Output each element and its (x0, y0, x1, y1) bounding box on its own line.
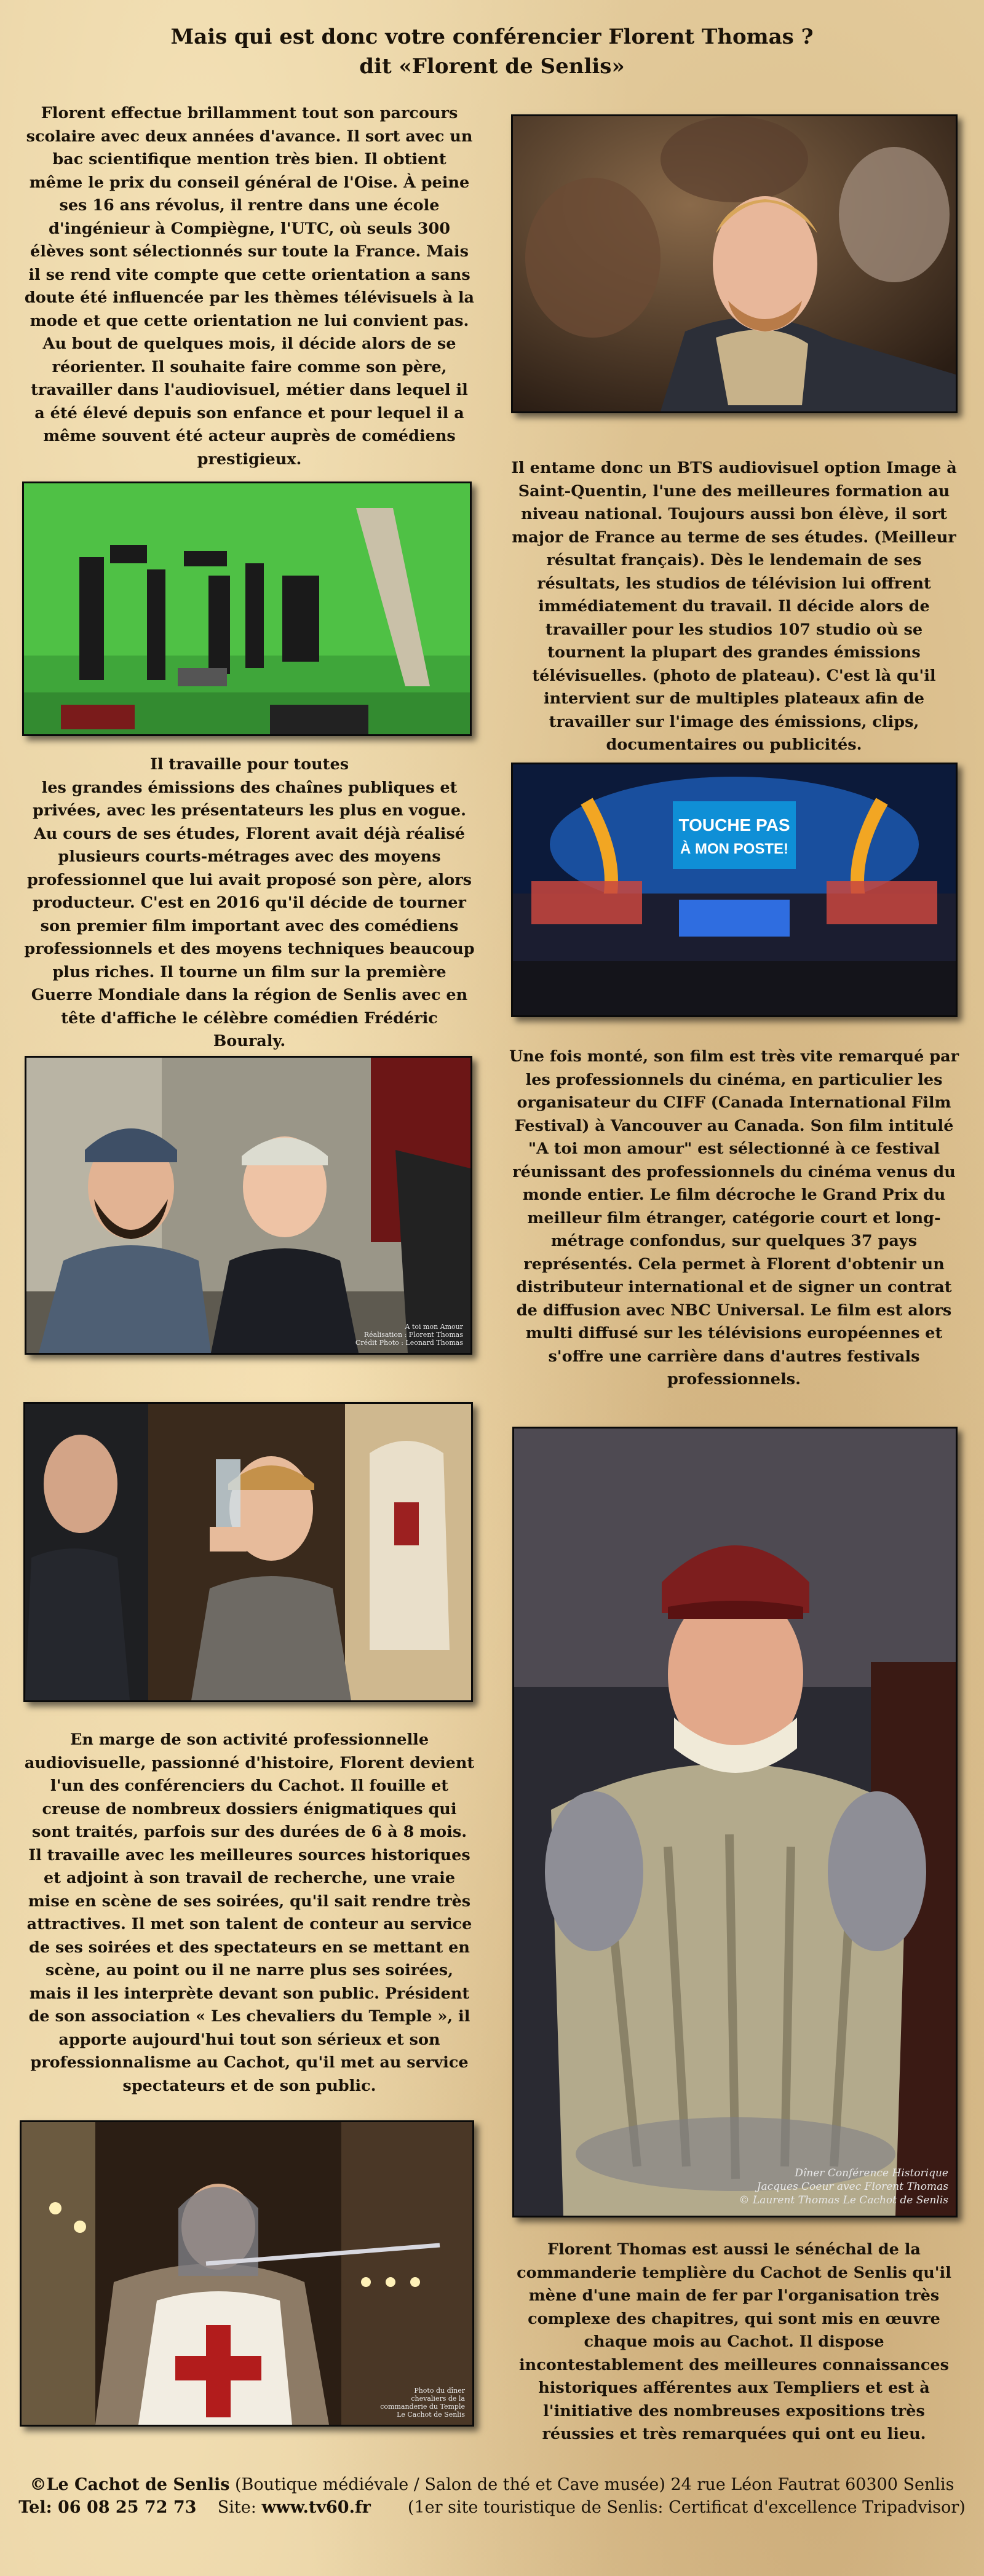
footer-line1 (0, 2473, 984, 2496)
work-paragraph (23, 753, 475, 1053)
footer-brand: ©Le Cachot de Senlis (30, 2475, 230, 2494)
tv-studio-photo (511, 763, 958, 1017)
templar-photo-caption: Photo du dîner chevaliers de la commanderie du Temple Le Cachot de Senlis (380, 2387, 465, 2419)
page-title (0, 22, 984, 81)
bts-paragraph: Il entame donc un BTS audiovisuel option Image à Saint-Quentin, l'une des meilleures formation au niveau national. Toujours aussi bon élève, il sort major de France au terme de ses études. (Meilleur résultat français). Dès le lendemain de ses résultats, les studios de télévision lui offrent immédiatement du travail. Il décide alors de travailler pour les studios 107 studio où se tournent la plupart des grandes émissions télévisuelles. (photo de plateau). C'est là qu'il intervient sur de multiples plateaux afin de travailler sur l'image des émissions, clips, documentaires ou publicités. (511, 459, 957, 754)
armor-photo-caption: Dîner Conférence Historique Jacques Coeur avec Florent Thomas © Laurent Thomas Le Cachot de Senlis (739, 2167, 948, 2206)
work-paragraph-first-line: Il travaille pour toutes (149, 755, 349, 774)
footer-phone: Tel: 06 08 25 72 73 (18, 2498, 197, 2517)
portrait-photo (511, 114, 958, 413)
work-paragraph-body: les grandes émissions des chaînes publiques et privées, avec les présentateurs les plus en vogue. Au cours de ses études, Florent avait déjà réalisé plusieurs courts-métrages avec des moyens professionnel que lui avait proposé son père, alors producteur. C'est en 2016 qu'il décide de tourner son premier film important avec des comédiens professionnels et des moyens techniques beaucoup plus riches. Il tourne un film sur la première Guerre Mondiale dans la région de Senlis avec en tête d'affiche le célèbre comédien Frédéric Bouraly. (24, 778, 475, 1050)
footer-line2 (0, 2496, 984, 2519)
footer (0, 2473, 984, 2519)
footer-address: (Boutique médiévale / Salon de thé et Cave musée) 24 rue Léon Fautrat 60300 Senlis (229, 2475, 954, 2494)
tv-sign-line2: À MON POSTE! (680, 841, 789, 857)
tv-sign-line1: TOUCHE PAS (678, 815, 790, 834)
footer-site-label: Site: (217, 2498, 262, 2517)
soldier-photo-caption: A toi mon Amour Réalisation : Florent Thomas Crédit Photo : Leonard Thomas (355, 1323, 463, 1347)
intro-paragraph: Florent effectue brillamment tout son parcours scolaire avec deux années d'avance. Il sort avec un bac scientifique mention très bien. Il obtient même le prix du conseil général de l'Oise. À peine ses 16 ans révolus, il rentre dans une école d'ingénieur à Compiègne, l'UTC, où seuls 300 élèves sont sélectionnés sur toute la France. Mais il se rend vite compte que cette orientation a sans doute été influencée par les thèmes télévisuels à la mode et que cette orientation ne lui convient pas. Au bout de quelques mois, il décide alors de se réorienter. Il souhaite faire comme son père, travailler dans l'audiovisuel, métier dans lequel il a été élevé depuis son enfance et pour lequel il a même souvent été acteur auprès de comédiens prestigieux. (24, 104, 475, 469)
templar-paragraph: Florent Thomas est aussi le sénéchal de la commanderie templière du Cachot de Senlis qu'il mène d'une main de fer par l'organisation très complexe des chapitres, qui sont mis en œuvre chaque mois au Cachot. Il dispose incontestablement des meilleures connaissances historiques afférentes aux Templiers et est à l'initiative des nombreuses expositions très réussies et très remarquées qui ont eu lieu. (517, 2240, 951, 2443)
film-paragraph: Une fois monté, son film est très vite remarqué par les professionnels du cinéma, en particulier les organisateur du CIFF (Canada International Film Festival) à Vancouver au Canada. Son film intitulé "A toi mon amour" est sélectionné à ce festival réunissant des professionnels du cinéma venus du monde entier. Le film décroche le Grand Prix du meilleur film étranger, catégorie court et long-métrage confondus, sur quelques 37 pays représentés. Cela permet à Florent d'obtenir un distributeur international et de signer un contrat de diffusion avec NBC Universal. Le film est alors multi diffusé sur les télévisions européennes et s'offre une carrière dans d'autres festivals professionnels. (509, 1047, 959, 1389)
medieval-armor-photo (512, 1427, 958, 2217)
templar-knight-photo (20, 2120, 474, 2427)
page-title-line2: dit «Florent de Senlis» (359, 54, 625, 79)
soldier-and-director-photo (25, 1056, 472, 1355)
history-paragraph: En marge de son activité professionnelle audiovisuelle, passionné d'histoire, Florent devient l'un des conférenciers du Cachot. Il fouille et creuse de nombreux dossiers énigmatiques qui sont traités, parfois sur des durées de 6 à 8 mois. Il travaille avec les meilleures sources historiques et adjoint à son travail de recherche, une vraie mise en scène de ses soirées, qu'il sait rendre très attractives. Il met son talent de conteur au service de ses soirées et des spectateurs en se mettant en scène, au point ou il ne narre plus ses soirées, mais il les interprète devant son public. Président de son association « Les chevaliers du Temple », il apporte aujourd'hui tout son sérieux et son professionnalisme au Cachot, qu'il met au service spectateurs et de son public. (24, 1730, 475, 2095)
award-trophy-photo (23, 1402, 473, 1702)
footer-site-link[interactable]: www.tv60.fr (261, 2498, 371, 2517)
green-screen-set-photo (22, 482, 472, 736)
footer-note: (1er site touristique de Senlis: Certificat d'excellence Tripadvisor) (407, 2498, 966, 2517)
page-title-line1: Mais qui est donc votre conférencier Florent Thomas ? (170, 25, 814, 49)
